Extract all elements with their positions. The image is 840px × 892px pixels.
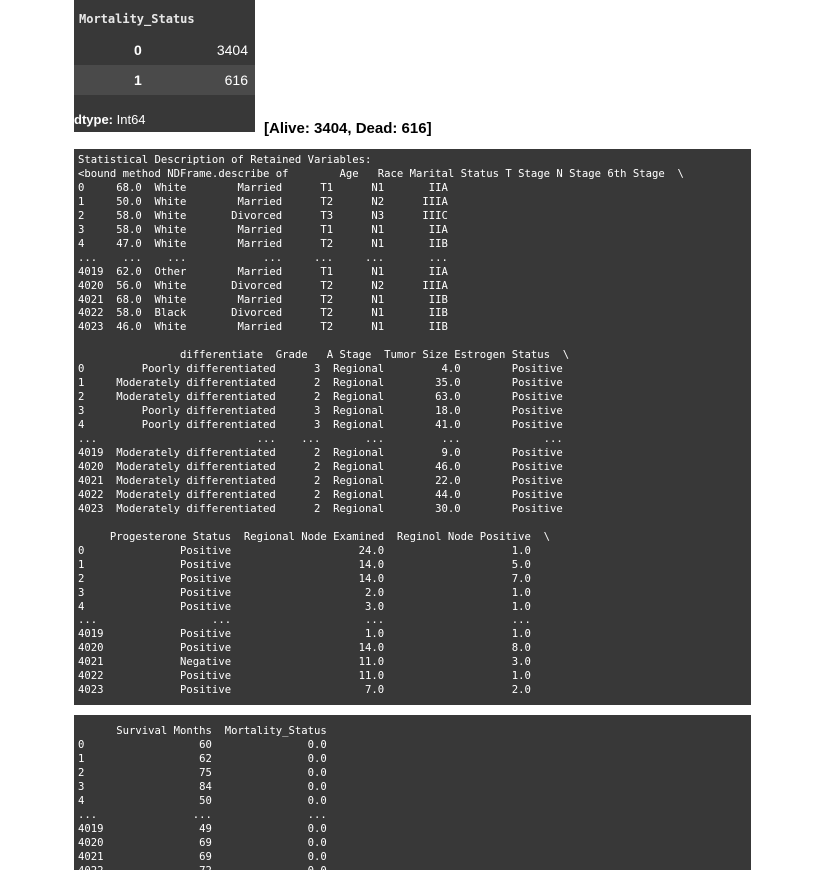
value-counts-table xyxy=(74,0,255,132)
output-cell-survival xyxy=(74,715,751,891)
row-index: 1 xyxy=(134,72,142,88)
output-text: Survival Months Mortality_Status 0 60 0.0 1 62 0.0 2 75 0.0 3 84 0.0 4 50 0.0 ... ... ... 4019 49 0.0 4020 69 0.0 4021 69 0.0 4022 72 0.0 4023 100 0.0 xyxy=(78,725,327,891)
output-text: Statistical Description of Retained Variables: <bound method NDFrame.describe of Age Race Marital Status T Stage N Stage 6th Stage \ 0 68.0 White Married T1 N1 IIA 1 50.0 White Married T2 N2 IIIA 2 58.0 White Divorced T3 N3 IIIC 3 58.0 White Married T1 N1 IIA 4 47.0 White Married T2 N1 IIB ... ... ... ... ... ... ... 4019 62.0 Other Married T1 N1 IIA 4020 56.0 White Divorced T2 N2 IIIA 4021 68.0 White Married T2 N1 IIB 4022 58.0 Black Divorced T2 N1 IIB 4023 46.0 White Married T2 N1 IIB differentiate Grade A Stage Tumor Size Estrogen Status \ 0 Poorly differentiated 3 Regional 4.0 Positive 1 Moderately differentiated 2 Regional 35.0 Positive 2 Moderately differentiated 2 Regional 63.0 Positive 3 Poorly differentiated 3 Regional 18.0 Positive 4 Poorly differentiated 3 Regional 41.0 Positive ... ... ... ... ... ... 4019 Moderately differentiated 2 Regional 9.0 Positive 4020 Moderately differentiated 2 Regional 46.0 Positive 4021 Moderately differentiated 2 Regional 22.0 Positive 4022 Moderately differentiated 2 Regional 44.0 Positive 4023 Moderately differentiated 2 Regional 30.0 Positive Progesterone Status Regional Node Examined Reginol Node Positive \ 0 Positive 24.0 1.0 1 Positive 14.0 5.0 2 Positive 14.0 7.0 3 Positive 2.0 1.0 4 Positive 3.0 1.0 ... ... ... ... 4019 Positive 1.0 1.0 4020 Positive 14.0 8.0 4021 Negative 11.0 3.0 4022 Positive 11.0 1.0 4023 Positive 7.0 2.0 xyxy=(78,154,684,697)
dtype-line xyxy=(74,112,146,127)
dtype-label: dtype: xyxy=(74,112,113,127)
output-cell-describe xyxy=(74,149,751,705)
table-row xyxy=(74,35,255,65)
row-value: 3404 xyxy=(216,42,248,58)
column-header: Mortality_Status xyxy=(79,12,195,26)
dtype-value: Int64 xyxy=(116,112,146,127)
class-summary-text: [Alive: 3404, Dead: 616] xyxy=(264,120,432,137)
row-index: 0 xyxy=(134,42,142,58)
row-value: 616 xyxy=(224,72,248,88)
table-row xyxy=(74,65,255,95)
